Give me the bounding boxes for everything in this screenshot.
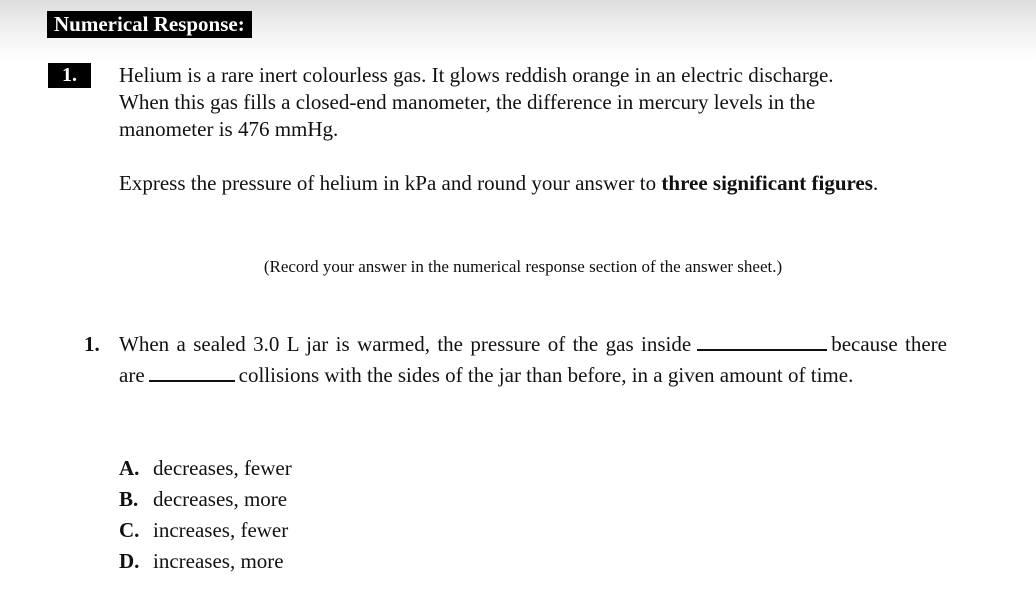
section-heading: Numerical Response:	[47, 11, 252, 38]
instruction-period: .	[872, 171, 879, 195]
option-letter: B.	[119, 487, 139, 511]
stem-text: When a sealed 3.0 L jar is warmed, the pressure of the gas inside	[119, 332, 692, 356]
option-b[interactable]	[119, 484, 292, 515]
instruction-emphasis: three significant figures	[661, 171, 873, 195]
answer-sheet-note: (Record your answer in the numerical response section of the answer sheet.)	[263, 257, 783, 276]
option-text: increases, fewer	[153, 518, 289, 542]
option-text: decreases, fewer	[153, 456, 292, 480]
option-a[interactable]	[119, 453, 292, 484]
option-letter: C.	[119, 518, 140, 542]
option-text: decreases, more	[153, 487, 288, 511]
answer-options	[119, 453, 292, 577]
option-c[interactable]	[119, 515, 292, 546]
stem-text: collisions with the sides of the jar than before, in a given amount of time.	[238, 363, 854, 387]
paragraph-line: manometer is 476 mmHg.	[119, 117, 339, 141]
numerical-response-number: 1.	[48, 63, 91, 88]
stem-text: because there are	[119, 332, 947, 387]
answer-blank	[149, 364, 235, 382]
option-text: increases, more	[153, 549, 284, 573]
paragraph-line: Helium is a rare inert colourless gas. It glows reddish orange in an electric discharge.	[119, 63, 834, 87]
paragraph-line: When this gas fills a closed-end manometer, the difference in mercury levels in the	[119, 90, 816, 114]
numerical-response-instruction	[119, 170, 959, 197]
option-d[interactable]	[119, 546, 292, 577]
multiple-choice-stem	[119, 329, 947, 391]
option-letter: A.	[119, 456, 140, 480]
numerical-response-paragraph	[119, 62, 959, 143]
instruction-text: Express the pressure of helium in kPa and round your answer to	[119, 171, 662, 195]
answer-blank	[697, 333, 827, 351]
option-letter: D.	[119, 549, 140, 573]
multiple-choice-number: 1.	[84, 332, 100, 356]
